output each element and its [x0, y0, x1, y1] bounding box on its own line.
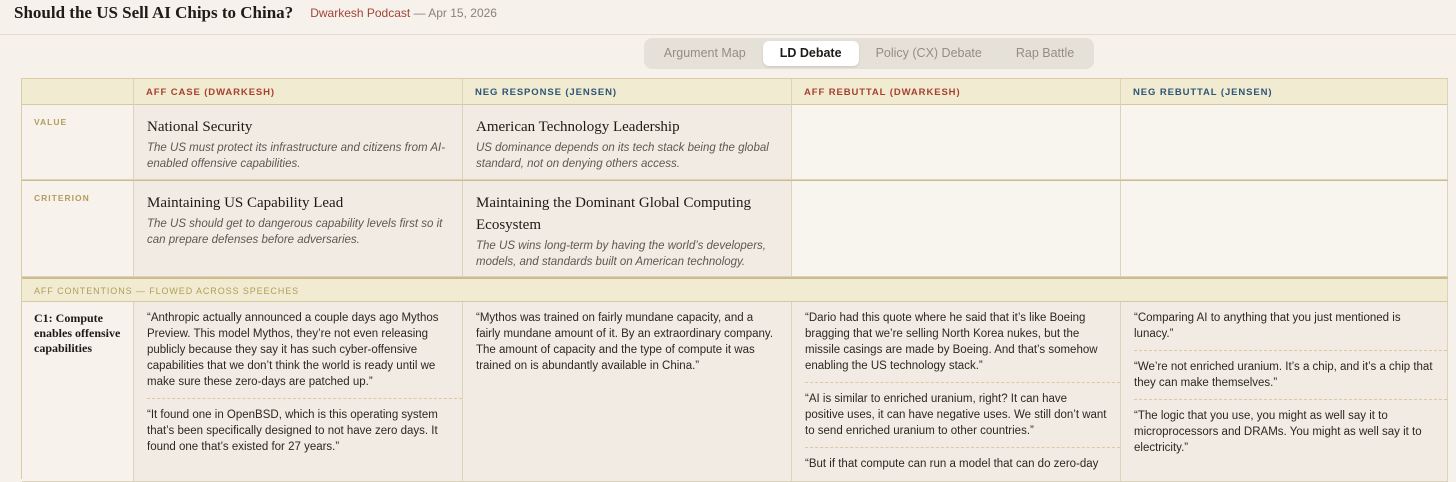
- header-row: [22, 79, 1448, 105]
- contention-c1-label-cell: [22, 302, 134, 482]
- top-bar: [0, 0, 1456, 35]
- neg-value-desc: US dominance depends on its tech stack being the global standard, not on denying others access.: [476, 142, 769, 170]
- criterion-label: CRITERION: [22, 181, 134, 277]
- quote: “Comparing AI to anything that you just mentioned is lunacy.”: [1134, 302, 1447, 351]
- quote: “Mythos was trained on fairly mundane capacity, and a fairly mundane amount of it. By an extraordinary company. The amount of capacity and the type of compute it was trained on is abundantly available in China.”: [476, 312, 774, 372]
- neg-rebuttal-criterion-cell: [1121, 181, 1448, 277]
- neg-rebuttal-value-cell: [1121, 105, 1448, 180]
- quote: “Dario had this quote where he said that it’s like Boeing bragging that we’re selling North Korea nukes, but the missile casings are made by Boeing. And that’s somehow enabling the US technology stack.”: [805, 302, 1120, 383]
- corner-header: [22, 79, 134, 105]
- value-row: [22, 105, 1448, 181]
- neg-criterion-cell: [463, 181, 792, 277]
- col-neg-response: NEG RESPONSE (JENSEN): [463, 79, 792, 105]
- source-link[interactable]: Dwarkesh Podcast: [310, 5, 411, 20]
- col-aff-case: AFF CASE (DWARKESH): [134, 79, 463, 105]
- view-tabs-wrap: [0, 35, 1456, 78]
- view-tabs: [644, 38, 1094, 69]
- quote: “But if that compute can run a model that can do zero-day: [805, 458, 1099, 470]
- aff-value-title: National Security: [147, 119, 253, 135]
- contention-c1-label: C1: Compute enables offensive capabilities: [34, 311, 121, 355]
- publish-date: Apr 15, 2026: [428, 5, 497, 20]
- col-aff-rebuttal: AFF REBUTTAL (DWARKESH): [792, 79, 1121, 105]
- c1-aff-rebuttal-cell: [792, 302, 1121, 482]
- page-title: Should the US Sell AI Chips to China?: [14, 2, 294, 22]
- tab-ld-debate[interactable]: LD Debate: [763, 41, 859, 66]
- criterion-row: [22, 181, 1448, 278]
- c1-aff-case-cell: [134, 302, 463, 482]
- quote: “The logic that you use, you might as well say it to microprocessors and DRAMs. You might as well say it to electricity.”: [1134, 410, 1422, 454]
- tab-policy-debate[interactable]: Policy (CX) Debate: [875, 46, 982, 60]
- aff-criterion-desc: The US should get to dangerous capability levels first so it can prepare defenses before adversaries.: [147, 218, 443, 246]
- aff-rebuttal-criterion-cell: [792, 181, 1121, 277]
- tab-rap-battle[interactable]: Rap Battle: [1015, 46, 1075, 60]
- neg-value-cell: [463, 105, 792, 180]
- contention-row-c1: [22, 302, 1448, 482]
- meta-separator: —: [410, 5, 429, 20]
- aff-rebuttal-value-cell: [792, 105, 1121, 180]
- quote: “AI is similar to enriched uranium, right? It can have positive uses, it can have negative uses. We still don’t want to send enriched uranium to other countries.”: [805, 383, 1120, 448]
- value-label: VALUE: [22, 105, 134, 180]
- page-meta: [310, 6, 497, 20]
- aff-criterion-title: Maintaining US Capability Lead: [147, 195, 344, 211]
- quote: “Anthropic actually announced a couple days ago Mythos Preview. This model Mythos, they’re not even releasing publicly because they say it has such cyber-offensive capabilities that we don’t think the world is ready until we make sure these zero-days are patched up.”: [147, 302, 462, 399]
- quote: “We’re not enriched uranium. It’s a chip, and it’s a chip that they can make themselves.”: [1134, 351, 1447, 400]
- tab-argument-map[interactable]: Argument Map: [663, 46, 746, 60]
- contentions-section-label: AFF CONTENTIONS — FLOWED ACROSS SPEECHES: [22, 278, 1448, 302]
- quote: “It found one in OpenBSD, which is this operating system that’s been specifically designed to not have zero days. It found one that’s existed for 27 years.”: [147, 409, 438, 453]
- neg-criterion-title: Maintaining the Dominant Global Computing Ecosystem: [476, 195, 751, 233]
- debate-flow-table: [21, 78, 1448, 479]
- col-neg-rebuttal: NEG REBUTTAL (JENSEN): [1121, 79, 1448, 105]
- neg-value-title: American Technology Leadership: [476, 119, 680, 135]
- aff-value-cell: [134, 105, 463, 180]
- aff-criterion-cell: [134, 181, 463, 277]
- aff-value-desc: The US must protect its infrastructure and citizens from AI-enabled offensive capabilities.: [147, 142, 446, 170]
- c1-neg-response-cell: [463, 302, 792, 482]
- neg-criterion-desc: The US wins long-term by having the world’s developers, models, and standards built on American technology.: [476, 240, 766, 268]
- c1-neg-rebuttal-cell: [1121, 302, 1448, 482]
